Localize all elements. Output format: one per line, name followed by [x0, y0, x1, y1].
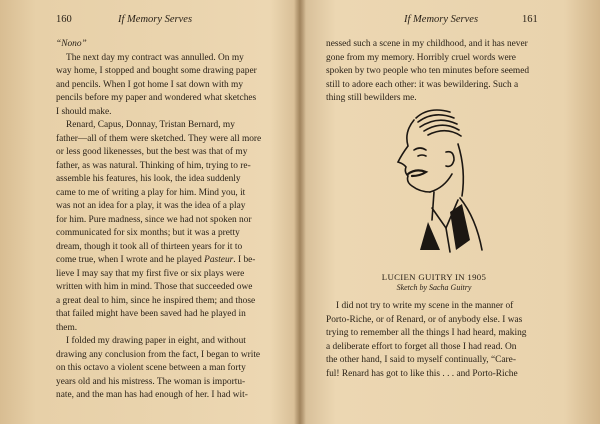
- text-line: lieve I may say that my first five or six plays were: [56, 268, 245, 279]
- text-line: I should make.: [56, 106, 112, 117]
- text-line: assemble his features, his look, the idea suddenly: [56, 174, 241, 184]
- right-page-number: 161: [522, 14, 538, 25]
- right-page: [304, 0, 600, 424]
- text-line: trying to remember all the things I had heard, making: [326, 328, 527, 338]
- text-line: was not an idea for a play, it was the idea of a play: [56, 201, 246, 211]
- text-line: them.: [56, 322, 78, 333]
- right-body-text-top: [326, 38, 552, 106]
- text-line: for him. Pure madness, since we had not spoken nor: [56, 214, 252, 225]
- text-line: father—all of them were sketched. They were all more: [56, 133, 262, 144]
- text-line: way home, I stopped and bought some drawing paper: [56, 66, 257, 76]
- right-running-title: If Memory Serves: [404, 14, 479, 25]
- text-line: a deliberate effort to forget all those I had read. On: [326, 341, 517, 352]
- text-line: thing still bewilders me.: [326, 93, 417, 103]
- section-heading: “Nono”: [56, 39, 87, 49]
- text-line: I folded my drawing paper in eight, and without: [66, 336, 246, 346]
- portrait-sketch: [354, 100, 514, 260]
- text-line: nate, and the man has had enough of her. I had wit-: [56, 390, 248, 400]
- text-line: spoken by two people who ten minutes before seemed: [326, 66, 530, 76]
- text-line: ful! Renard has got to like this . . . and Porto-Riche: [326, 368, 518, 379]
- text-line: I did not try to write my scene in the manner of: [336, 301, 514, 311]
- text-line: father, as was natural. Thinking of him, trying to re-: [56, 160, 251, 171]
- left-body-text: [56, 38, 282, 403]
- left-running-title: If Memory Serves: [118, 14, 193, 25]
- text-line: communicated for six months; but it was a pretty: [56, 228, 240, 238]
- text-line: and pencils. When I got home I sat down with my: [56, 79, 244, 90]
- text-line: Renard, Capus, Donnay, Tristan Bernard, my: [66, 120, 235, 130]
- text-line: gone from my memory. Horribly cruel words were: [326, 52, 516, 63]
- caption-title: LUCIEN GUITRY IN 1905: [381, 272, 487, 282]
- text-line: pencils before my paper and wondered what sketches: [56, 93, 257, 103]
- text-line: nessed such a scene in my childhood, and it has never: [326, 39, 528, 49]
- text-line: came to me of writing a play for him. Mind you, it: [56, 187, 246, 198]
- text-line: dream, though it took all of thirteen years for it to: [56, 241, 243, 252]
- right-body-text-bottom: [326, 300, 552, 381]
- text-line: on this octavo a violent scene between a man forty: [56, 363, 246, 373]
- text-line: written with him in mind. Those that succeeded owe: [56, 282, 253, 292]
- text-line: the other hand, I said to myself continually, “Care-: [326, 355, 516, 365]
- text-line: or less good likenesses, but the best was that of my: [56, 147, 248, 157]
- text-line: come true, when I wrote and he played Pasteur. I be-: [56, 255, 256, 265]
- text-line: Porto-Riche, or of Renard, or of anybody else. I was: [326, 314, 523, 325]
- text-line: The next day my contract was annulled. On my: [66, 52, 244, 63]
- text-line: that failed might have been saved had he played in: [56, 309, 246, 319]
- text-line: a great deal to him, since he inspired them; and those: [56, 295, 256, 306]
- text-line: years old and his mistress. The woman is importu-: [56, 376, 246, 387]
- left-page: [0, 0, 296, 424]
- text-line: drawing any conclusion from the fact, I began to write: [56, 349, 261, 360]
- text-line: still to adore each other: it was bewildering. Such a: [326, 79, 519, 90]
- figure-caption: [344, 272, 524, 292]
- caption-credit: Sketch by Sacha Guitry: [396, 283, 472, 292]
- left-page-number: 160: [56, 14, 72, 25]
